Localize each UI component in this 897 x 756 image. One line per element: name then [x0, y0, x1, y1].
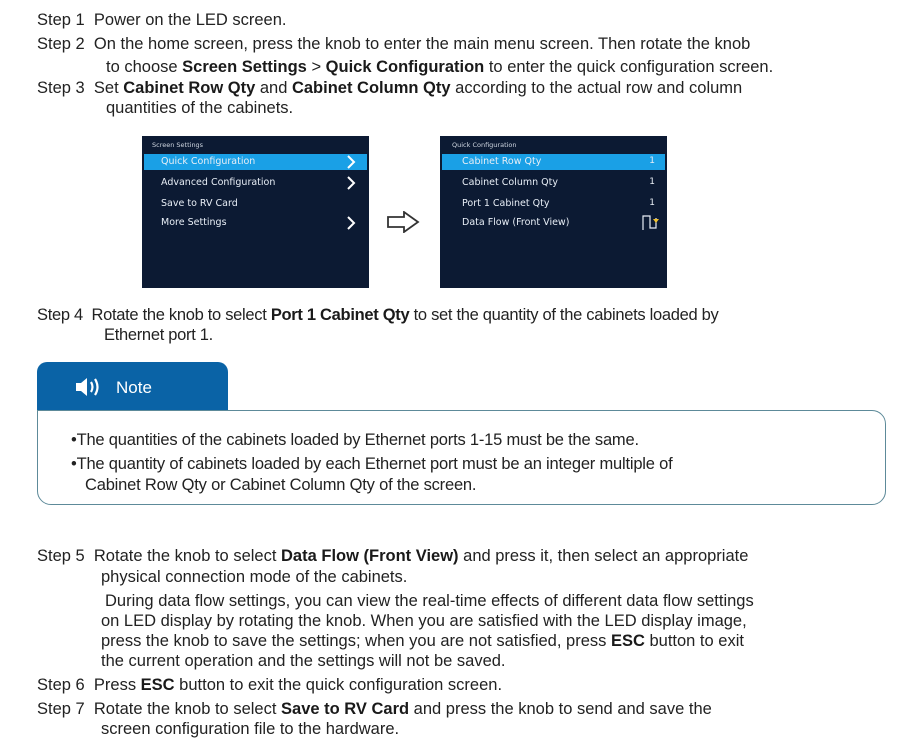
step-label: Step 6: [37, 676, 85, 694]
menu-path-quick-configuration: Quick Configuration: [325, 58, 485, 76]
text: Press: [93, 676, 141, 694]
menu-item-more-settings[interactable]: [144, 215, 367, 231]
text: Rotate the knob to select: [91, 306, 271, 324]
text: to choose: [106, 58, 183, 76]
menu-item-label: Cabinet Column Qty: [462, 177, 558, 188]
note-label: Note: [116, 378, 152, 397]
step-5-paragraph-line: on LED display by rotating the knob. When you are satisfied with the LED display image,: [101, 612, 747, 630]
step-1: [37, 10, 287, 30]
note-bullet: •The quantity of cabinets loaded by each Ethernet port must be an integer multiple of: [71, 455, 673, 473]
note-header: [37, 362, 228, 410]
step-5: [37, 546, 748, 566]
term-data-flow-front-view: Data Flow (Front View): [281, 547, 459, 565]
text: to enter the quick configuration screen.: [484, 58, 774, 76]
menu-item-save-to-rv-card[interactable]: [144, 196, 367, 212]
term-cabinet-row-qty: Cabinet Row Qty: [123, 79, 256, 97]
text: and press it, then select an appropriate: [458, 547, 749, 565]
step-7: [37, 699, 712, 719]
text: button to exit the quick configuration screen.: [174, 676, 503, 694]
data-flow-icon: [641, 213, 659, 231]
menu-item-cabinet-row-qty[interactable]: [442, 154, 665, 170]
term-esc: ESC: [140, 676, 175, 694]
term-save-to-rv-card: Save to RV Card: [281, 700, 410, 718]
text: >: [306, 58, 326, 76]
step-5-continued: physical connection mode of the cabinets.: [101, 568, 408, 586]
panel-title: Screen Settings: [152, 141, 204, 149]
menu-item-label: Save to RV Card: [161, 198, 238, 209]
quick-configuration-panel: [440, 136, 667, 288]
menu-item-cabinet-column-qty[interactable]: [442, 175, 665, 191]
step-2: [37, 34, 750, 54]
step-4-continued: Ethernet port 1.: [104, 326, 213, 344]
text: Rotate the knob to select: [93, 547, 282, 565]
step-text: Power on the LED screen.: [93, 11, 287, 29]
menu-item-data-flow-front-view[interactable]: [442, 215, 665, 231]
menu-item-label: More Settings: [161, 217, 227, 228]
chevron-right-icon: [345, 215, 357, 231]
step-5-paragraph-line: During data flow settings, you can view the real-time effects of different data flow settings: [105, 592, 754, 610]
term-port-1-cabinet-qty: Port 1 Cabinet Qty: [270, 306, 410, 324]
menu-path-screen-settings: Screen Settings: [182, 58, 307, 76]
panel-title: Quick Configuration: [452, 141, 517, 149]
menu-item-quick-configuration[interactable]: [144, 154, 367, 170]
text: to set the quantity of the cabinets loaded by: [409, 306, 719, 324]
term-esc: ESC: [610, 632, 645, 650]
menu-item-label: Cabinet Row Qty: [462, 156, 542, 167]
menu-item-label: Port 1 Cabinet Qty: [462, 198, 550, 209]
step-label: Step 1: [37, 11, 85, 29]
text: according to the actual row and column: [450, 79, 743, 97]
text: and: [255, 79, 292, 97]
note-bullet-continued: Cabinet Row Qty or Cabinet Column Qty of the screen.: [85, 476, 477, 494]
arrow-right-icon: [386, 211, 420, 233]
text: and press the knob to send and save the: [409, 700, 712, 718]
chevron-right-icon: [345, 154, 357, 170]
term-cabinet-column-qty: Cabinet Column Qty: [291, 79, 451, 97]
step-4: [37, 305, 718, 325]
menu-item-port-1-cabinet-qty[interactable]: [442, 196, 665, 212]
step-label: Step 4: [37, 306, 83, 324]
step-text: On the home screen, press the knob to enter the main menu screen. Then rotate the knob: [93, 35, 751, 53]
text: button to exit: [644, 632, 744, 650]
note-bullet: •The quantities of the cabinets loaded by Ethernet ports 1-15 must be the same.: [71, 431, 639, 449]
step-3: [37, 78, 742, 98]
step-label: Step 3: [37, 79, 85, 97]
menu-item-value: 1: [649, 156, 655, 166]
step-label: Step 2: [37, 35, 85, 53]
menu-item-advanced-configuration[interactable]: [144, 175, 367, 191]
text: press the knob to save the settings; when you are not satisfied, press: [101, 632, 611, 650]
step-6: [37, 675, 502, 695]
text: Set: [93, 79, 124, 97]
text: Rotate the knob to select: [93, 700, 282, 718]
menu-item-value: 1: [649, 177, 655, 187]
step-3-continued: quantities of the cabinets.: [106, 99, 294, 117]
menu-item-label: Quick Configuration: [161, 156, 256, 167]
step-label: Step 5: [37, 547, 85, 565]
step-7-continued: screen configuration file to the hardware.: [101, 720, 400, 738]
chevron-right-icon: [345, 175, 357, 191]
menu-item-label: Advanced Configuration: [161, 177, 276, 188]
menu-item-value: 1: [649, 198, 655, 208]
speaker-icon: [75, 376, 101, 398]
menu-item-label: Data Flow (Front View): [462, 217, 570, 228]
step-2-continued: [106, 57, 773, 77]
step-5-paragraph-line: [101, 631, 744, 651]
screen-settings-panel: [142, 136, 369, 288]
step-5-paragraph-line: the current operation and the settings will not be saved.: [101, 652, 506, 670]
step-label: Step 7: [37, 700, 85, 718]
